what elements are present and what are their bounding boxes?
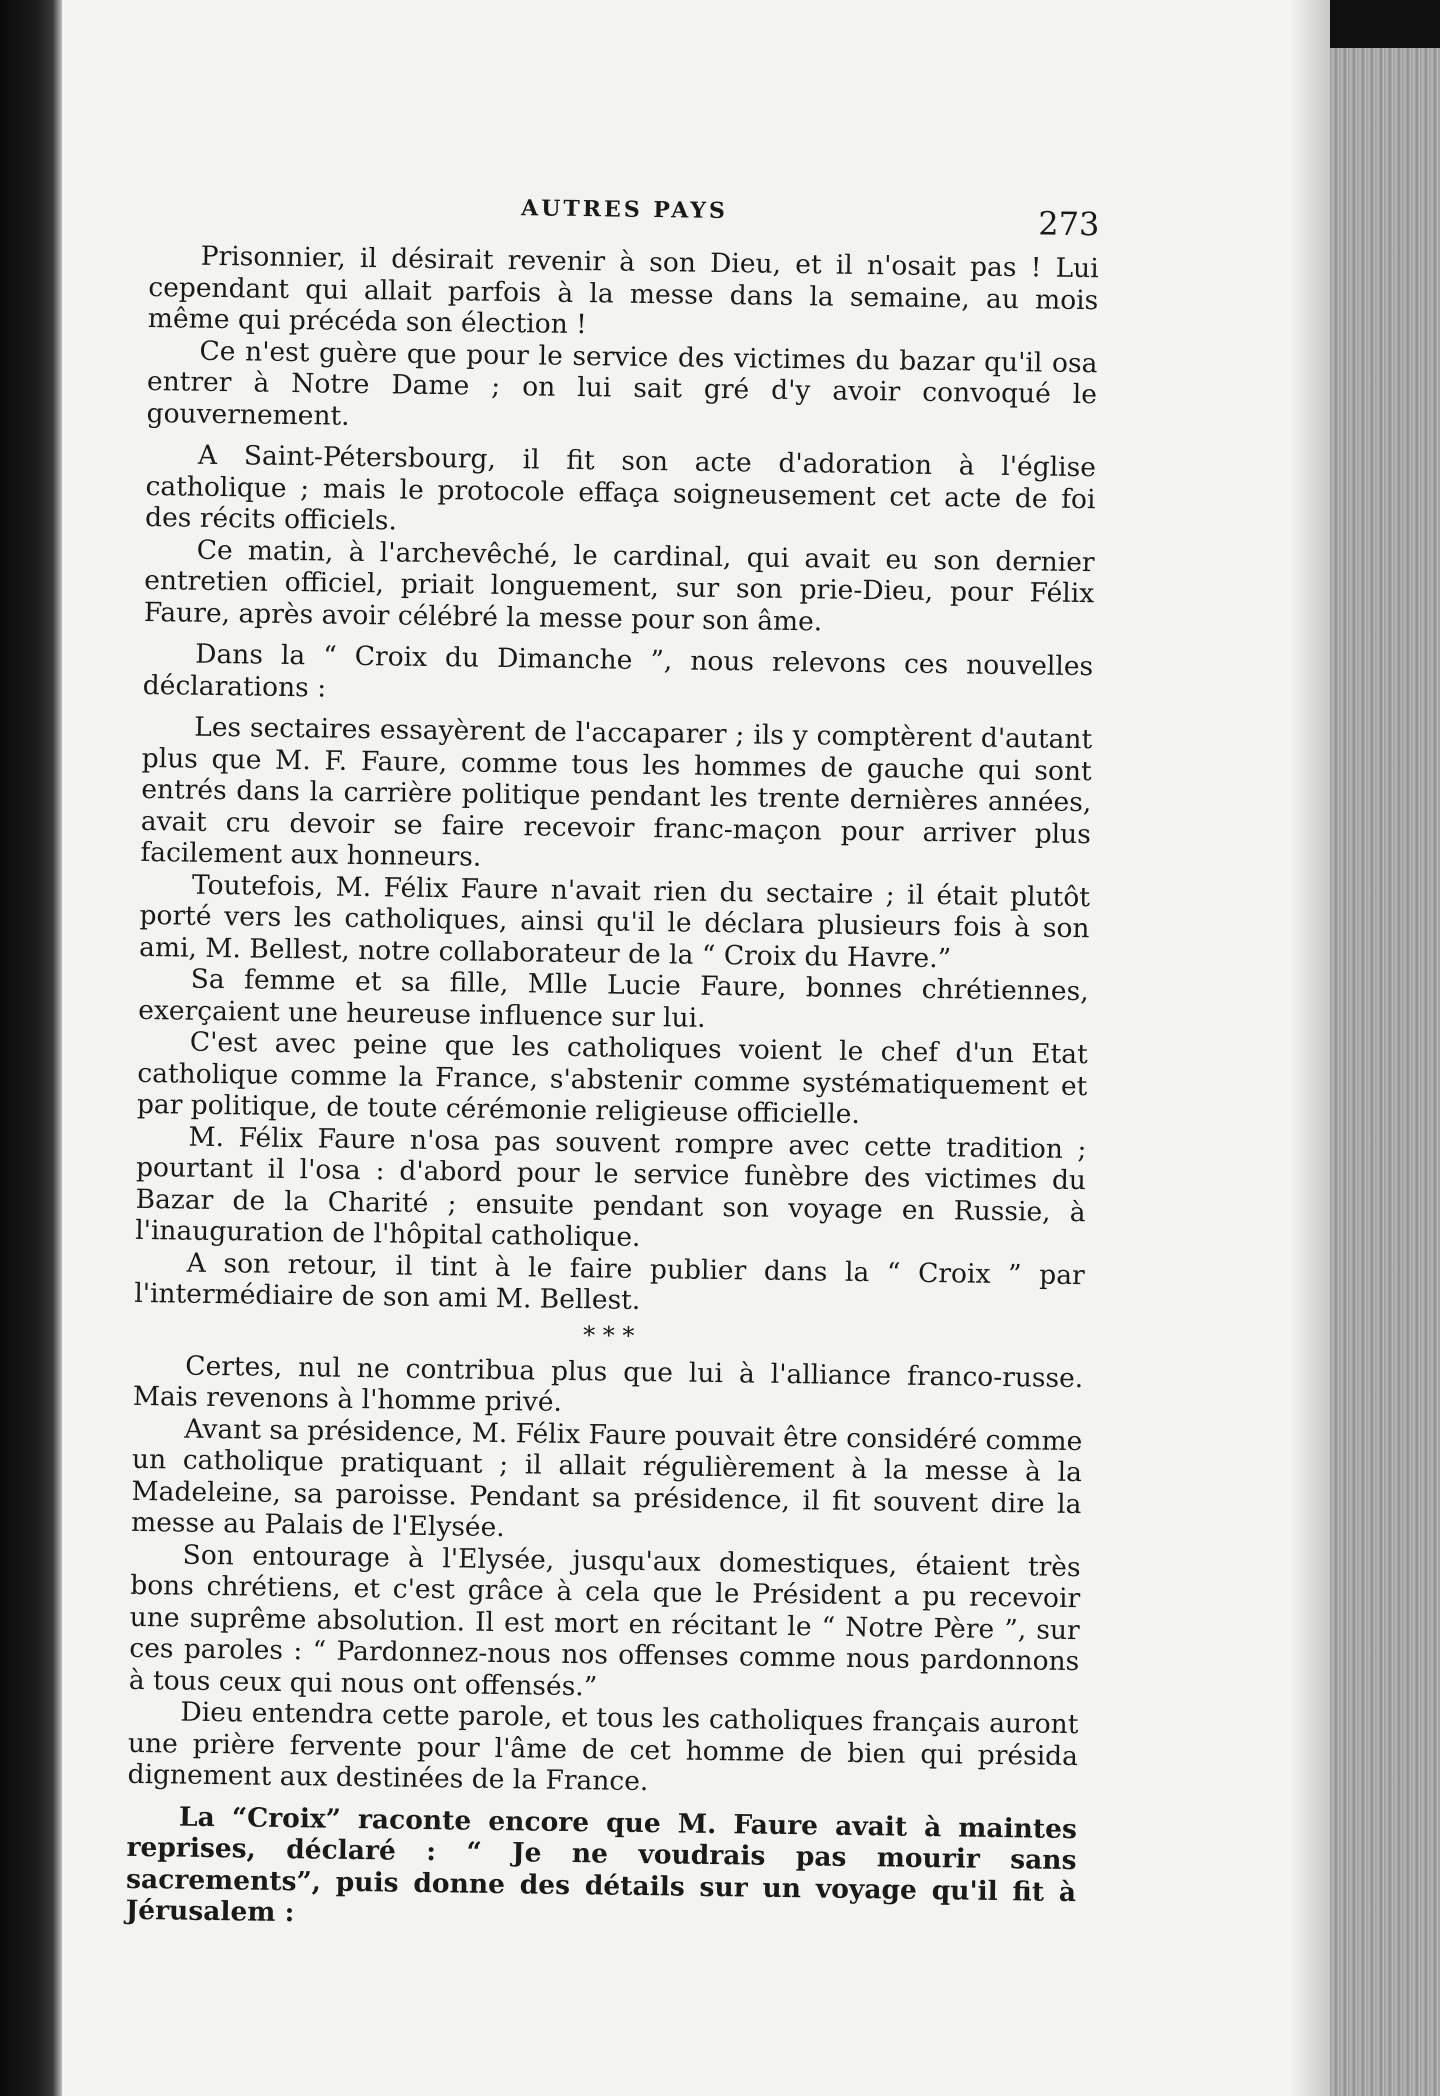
paragraph: A Saint-Pétersbourg, il fit son acte d'adoration à l'église catholique ; mais le protocole effaça soigneusement cet acte de foi des récits officiels. [144, 439, 1097, 537]
book-page-edges [1330, 0, 1440, 2096]
paragraph: Son entourage à l'Elysée, jusqu'aux domestiques, étaient très bons chrétiens, et c'est grâce à cela que le Président a pu recevoir une suprême absolution. Il est mort en récitant le “ Notre Père ”, sur ces paroles : “ Pardonnez-nous nos offenses comme nous pardonnons à tous ceux qui nous ont offensés.” [128, 1539, 1081, 1702]
book-gutter-shadow [0, 0, 62, 2096]
paragraph: Dans la “ Croix du Dimanche ”, nous relevons ces nouvelles déclarations : [142, 638, 1094, 704]
scanner-corner [1330, 0, 1440, 48]
page-header [149, 170, 1100, 253]
book-page [125, 170, 1099, 1940]
page-edge-shadow [1290, 0, 1330, 2096]
paragraph: Avant sa présidence, M. Félix Faure pouvait être considéré comme un catholique pratiquant ; il allait régulièrement à la messe à la Madeleine, sa paroisse. Pendant sa présidence, il fit souvent dire la messe au Palais de l'Elysée. [130, 1413, 1083, 1544]
paragraph: Certes, nul ne contribua plus que lui à l'alliance franco-russe. Mais revenons à l'homme privé. [132, 1350, 1084, 1418]
paragraph: Dieu entendra cette parole, et tous les catholiques français auront une prière fervente pour l'âme de cet homme de bien qui présida dignement aux destinées de la France. [127, 1696, 1079, 1798]
paragraph: Ce matin, à l'archevêché, le cardinal, qui avait eu son dernier entretien officiel, priait longuement, sur son prie-Dieu, pour Félix Faure, après avoir célébré la messe pour son âme. [143, 534, 1095, 637]
page-number: 273 [1037, 204, 1100, 244]
quoted-paragraph: C'est avec peine que les catholiques voient le chef d'un Etat catholique comme la France, s'abstenir comme systématiquement et par politique, de toute cérémonie religieuse officielle. [136, 1026, 1088, 1131]
paragraph: Prisonnier, il désirait revenir à son Dieu, et il n'osait pas ! Lui cependant qui allait parfois à la messe dans la semaine, au mois même qui précéda son élection ! [147, 240, 1099, 341]
quoted-paragraph: M. Félix Faure n'osa pas souvent rompre avec cette tradition ; pourtant il l'osa : d'abord pour le service funèbre des victimes du Bazar de la Charité ; ensuite pendant son voyage en Russie, à l'inauguration de l'hôpital catholique. [134, 1121, 1087, 1253]
paragraph: Ce n'est guère que pour le service des victimes du bazar qu'il osa entrer à Notre Dame ; on lui sait gré d'y avoir convoqué le gouvernement. [146, 335, 1098, 432]
quoted-paragraph: Toutefois, M. Félix Faure n'avait rien du sectaire ; il était plutôt porté vers les catholiques, ainsi qu'il le déclara plusieurs fois à son ami, M. Bellest, notre collaborateur de la “ Croix du Havre.” [138, 869, 1091, 974]
page-body [125, 240, 1098, 1940]
running-head: AUTRES PAYS [520, 195, 729, 225]
quoted-paragraph: Les sectaires essayèrent de l'accaparer ; ils y comptèrent d'autant plus que M. F. Faure, comme tous les hommes de gauche qui sont entrés dans la carrière politique pendant les trente dernières années, avait cru devoir se faire recevoir franc-maçon pour arriver plus facilement aux honneurs. [140, 711, 1093, 873]
quoted-paragraph: A son retour, il tint à le faire publier dans la “ Croix ” par l'intermédiaire de son ami M. Bellest. [134, 1247, 1085, 1316]
quoted-paragraph: Sa femme et sa fille, Mlle Lucie Faure, bonnes chrétiennes, exerçaient une heureuse influence sur lui. [138, 963, 1089, 1034]
closing-paragraph: La “Croix” raconte encore que M. Faure avait à maintes reprises, déclaré : “ Je ne voudrais pas mourir sans sacrements”, puis donne des détails sur un voyage qu'il fit à Jérusalem : [125, 1801, 1078, 1929]
section-asterism: * * * [582, 1320, 635, 1350]
